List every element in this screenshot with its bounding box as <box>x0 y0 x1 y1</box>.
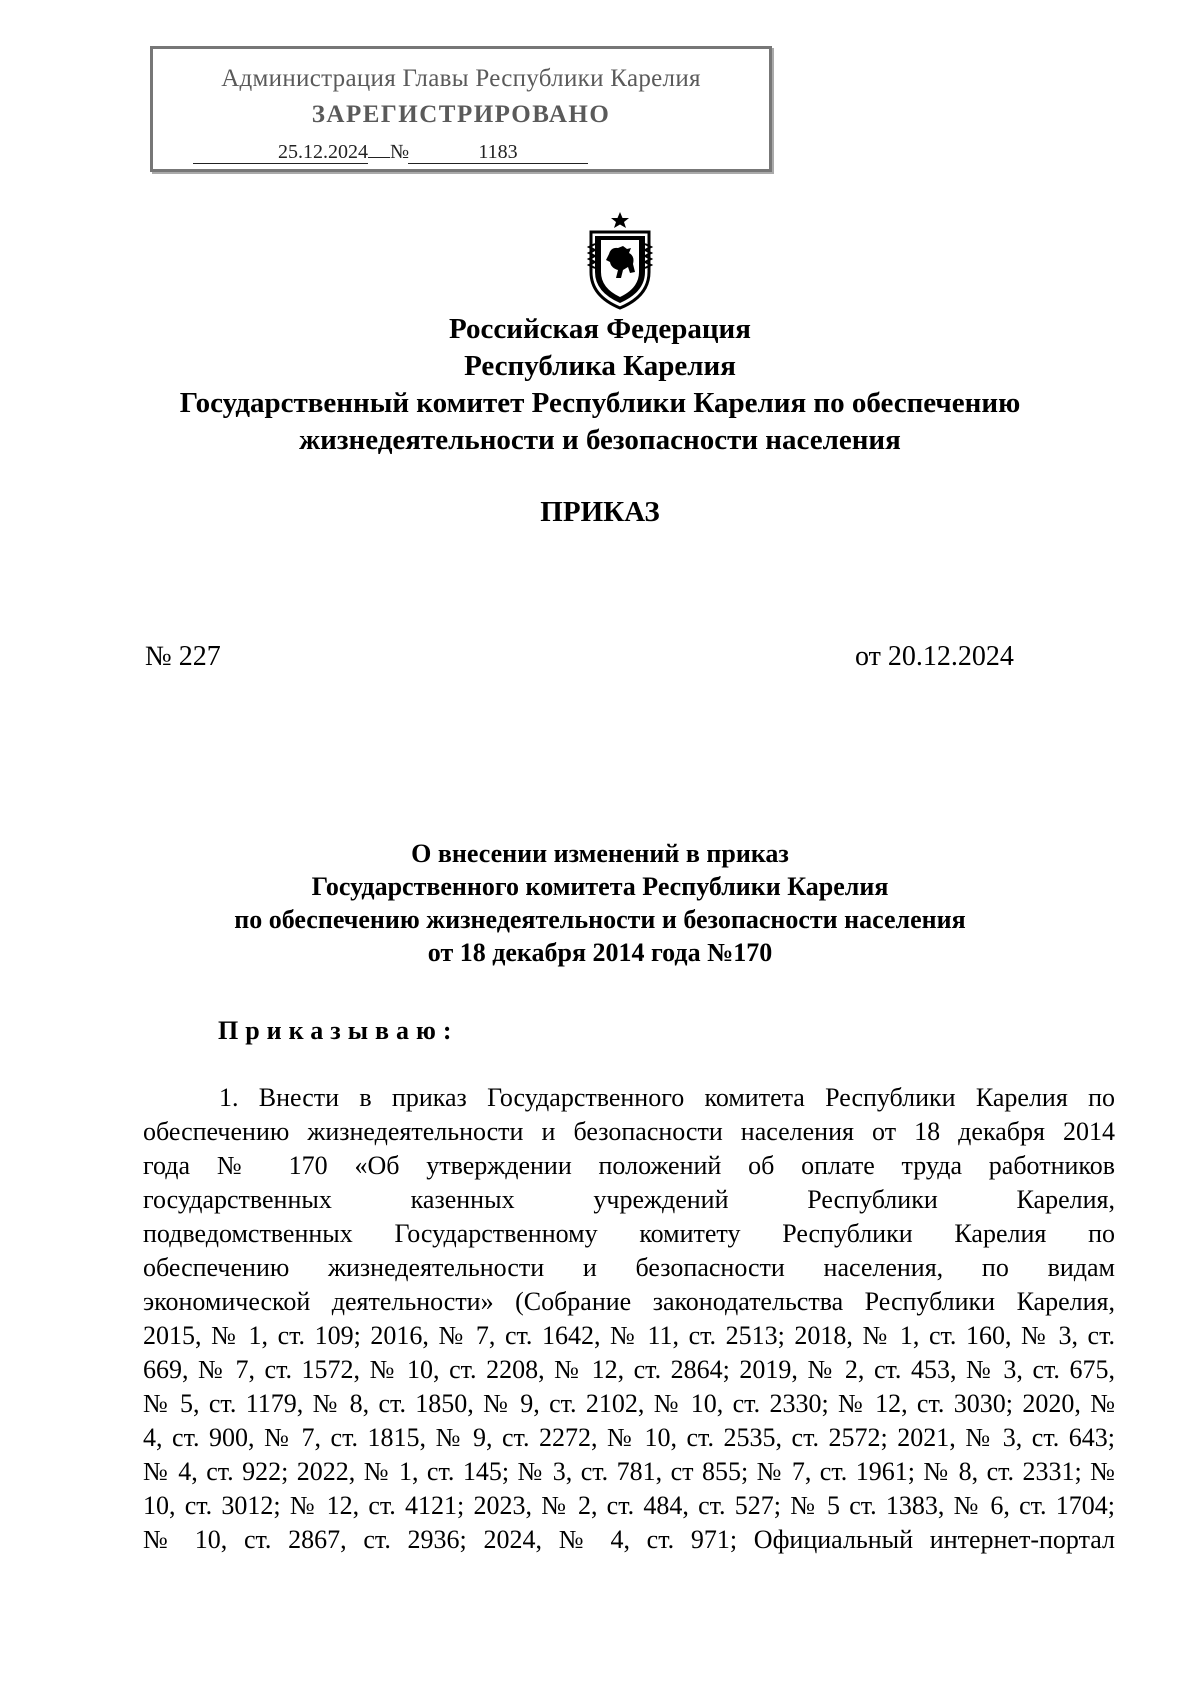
body-line: 2015, № 1, ст. 109; 2016, № 7, ст. 1642, № 11, ст. 2513; 2018, № 1, ст. 160, № 3, ст. <box>143 1321 1115 1350</box>
order-title-line: от 18 декабря 2014 года №170 <box>427 938 773 967</box>
body-line: 1. Внести в приказ Государственного комитета Республики Карелия по <box>219 1083 1115 1112</box>
order-directive: Приказываю: <box>218 1016 459 1045</box>
header-committee-line1: Государственный комитет Республики Карелия по обеспечению <box>179 387 1021 419</box>
order-title <box>100 837 1100 969</box>
stamp-number-sign: № <box>390 141 410 163</box>
document-type: ПРИКАЗ <box>540 496 660 528</box>
order-title-line: Государственного комитета Республики Карелия <box>311 872 889 901</box>
order-date: от 20.12.2024 <box>855 641 1014 672</box>
header-republic: Республика Карелия <box>464 350 736 382</box>
body-line: № 10, ст. 2867, ст. 2936; 2024, № 4, ст. 971; Официальный интернет-портал <box>143 1525 1115 1554</box>
order-title-line: О внесении изменений в приказ <box>411 839 789 868</box>
body-line: государственных казенных учреждений Республики Карелия, <box>143 1185 1115 1214</box>
body-line: 10, ст. 3012; № 12, ст. 4121; 2023, № 2, ст. 484, ст. 527; № 5 ст. 1383, № 6, ст. 1704; <box>143 1491 1115 1520</box>
stamp-status: ЗАРЕГИСТРИРОВАНО <box>311 101 611 128</box>
order-body-text <box>143 1081 1115 1557</box>
stamp-date: 25.12.2024 <box>193 141 368 164</box>
stamp-registration-row <box>193 141 588 164</box>
stamp-number: 1183 <box>408 141 588 164</box>
body-line: экономической деятельности» (Собрание законодательства Республики Карелия, <box>143 1287 1115 1316</box>
header-committee-line2: жизнедеятельности и безопасности населения <box>299 424 901 456</box>
body-line: № 4, ст. 922; 2022, № 1, ст. 145; № 3, ст. 781, ст 855; № 7, ст. 1961; № 8, ст. 2331; № <box>143 1457 1115 1486</box>
stamp-date-underline-tail <box>368 157 390 158</box>
body-line: 4, ст. 900, № 7, ст. 1815, № 9, ст. 2272, № 10, ст. 2535, ст. 2572; 2021, № 3, ст. 643; <box>143 1423 1115 1452</box>
body-line: обеспечению жизнедеятельности и безопасности населения, по видам <box>143 1253 1115 1282</box>
body-line: года № 170 «Об утверждении положений об оплате труда работников <box>143 1151 1115 1180</box>
body-line: 669, № 7, ст. 1572, № 10, ст. 2208, № 12, ст. 2864; 2019, № 2, ст. 453, № 3, ст. 675, <box>143 1355 1115 1384</box>
body-line: подведомственных Государственному комитету Республики Карелия по <box>143 1219 1115 1248</box>
stamp-organization: Администрация Главы Республики Карелия <box>221 65 701 92</box>
body-line: № 5, ст. 1179, № 8, ст. 1850, № 9, ст. 2102, № 10, ст. 2330; № 12, ст. 3030; 2020, № <box>143 1389 1115 1418</box>
header-country: Российская Федерация <box>449 313 751 345</box>
body-line: обеспечению жизнедеятельности и безопасности населения от 18 декабря 2014 <box>143 1117 1115 1146</box>
order-number: № 227 <box>145 641 221 672</box>
order-title-line: по обеспечению жизнедеятельности и безопасности населения <box>234 905 966 934</box>
registration-stamp <box>150 46 772 172</box>
karelia-coat-of-arms-icon <box>583 210 657 310</box>
